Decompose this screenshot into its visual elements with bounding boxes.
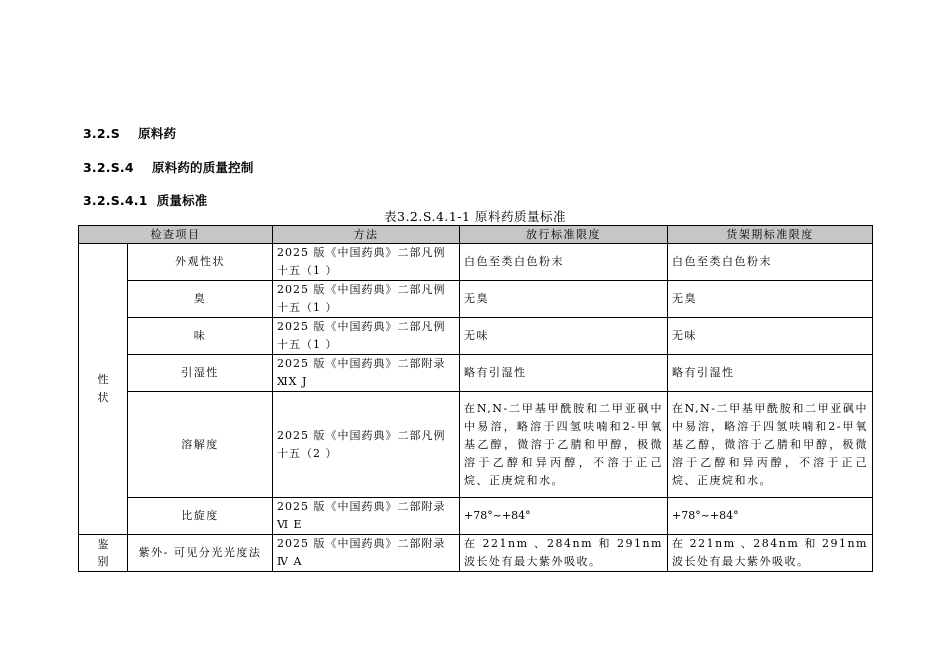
method-cell: 2025 版《中国药典》二部凡例十五（1 ） (273, 318, 460, 355)
shelf-limit-cell: 白色至类白色粉末 (668, 244, 873, 281)
release-limit-cell: 无臭 (460, 281, 668, 318)
table-row (79, 318, 873, 355)
item-uv-vis: 紫外- 可见分光光度法 (128, 535, 273, 572)
group-identification-label: 鉴别 (97, 537, 109, 568)
item-taste: 味 (128, 318, 273, 355)
table-row (79, 244, 873, 281)
header-test-item: 检查项目 (79, 226, 273, 244)
section-heading-drug-substance: 3.2.S 原料药 (83, 126, 177, 141)
shelf-limit-cell: 在 221nm 、284nm 和 291nm 波长处有最大紫外吸收。 (668, 535, 873, 572)
group-properties-label: 性状 (97, 373, 109, 404)
method-cell: 2025 版《中国药典》二部凡例十五（1 ） (273, 281, 460, 318)
table-row (79, 355, 873, 392)
table-caption: 表3.2.S.4.1-1 原料药质量标准 (384, 209, 566, 224)
group-identification-cell (79, 535, 128, 572)
table-row (79, 281, 873, 318)
specification-table (78, 225, 873, 572)
table-row (79, 392, 873, 498)
release-limit-cell: 白色至类白色粉末 (460, 244, 668, 281)
release-limit-cell: 略有引湿性 (460, 355, 668, 392)
shelf-limit-cell: 无臭 (668, 281, 873, 318)
section-heading-specification: 3.2.S.4.1 质量标准 (83, 193, 208, 208)
group-properties-cell (79, 244, 128, 535)
shelf-limit-cell: 在N,N-二甲基甲酰胺和二甲亚砜中中易溶，略溶于四氢呋喃和2-甲氧基乙醇，微溶于乙腈和甲醇，极微溶于乙醇和异丙醇，不溶于正己烷、正庚烷和水。 (668, 392, 873, 498)
item-hygroscopicity: 引湿性 (128, 355, 273, 392)
table-header-row (79, 226, 873, 244)
section-heading-quality-control: 3.2.S.4 原料药的质量控制 (83, 160, 254, 175)
release-limit-cell: 在 221nm 、284nm 和 291nm 波长处有最大紫外吸收。 (460, 535, 668, 572)
method-cell: 2025 版《中国药典》二部附录Ⅳ A (273, 535, 460, 572)
method-cell: 2025 版《中国药典》二部附录Ⅵ E (273, 498, 460, 535)
shelf-limit-cell: 略有引湿性 (668, 355, 873, 392)
header-method: 方法 (273, 226, 460, 244)
table-row (79, 498, 873, 535)
shelf-limit-cell: 无味 (668, 318, 873, 355)
release-limit-cell: +78°~+84° (460, 498, 668, 535)
header-release-limit: 放行标准限度 (460, 226, 668, 244)
table-row (79, 535, 873, 572)
item-specific-rotation: 比旋度 (128, 498, 273, 535)
item-solubility: 溶解度 (128, 392, 273, 498)
method-cell: 2025 版《中国药典》二部凡例十五（2 ） (273, 392, 460, 498)
item-odor: 臭 (128, 281, 273, 318)
method-cell: 2025 版《中国药典》二部附录ⅪⅩ J (273, 355, 460, 392)
shelf-limit-cell: +78°~+84° (668, 498, 873, 535)
method-cell: 2025 版《中国药典》二部凡例十五（1 ） (273, 244, 460, 281)
release-limit-cell: 在N,N-二甲基甲酰胺和二甲亚砜中中易溶，略溶于四氢呋喃和2-甲氧基乙醇，微溶于乙腈和甲醇，极微溶于乙醇和异丙醇，不溶于正己烷、正庚烷和水。 (460, 392, 668, 498)
item-appearance: 外观性状 (128, 244, 273, 281)
release-limit-cell: 无味 (460, 318, 668, 355)
header-shelf-life-limit: 货架期标准限度 (668, 226, 873, 244)
